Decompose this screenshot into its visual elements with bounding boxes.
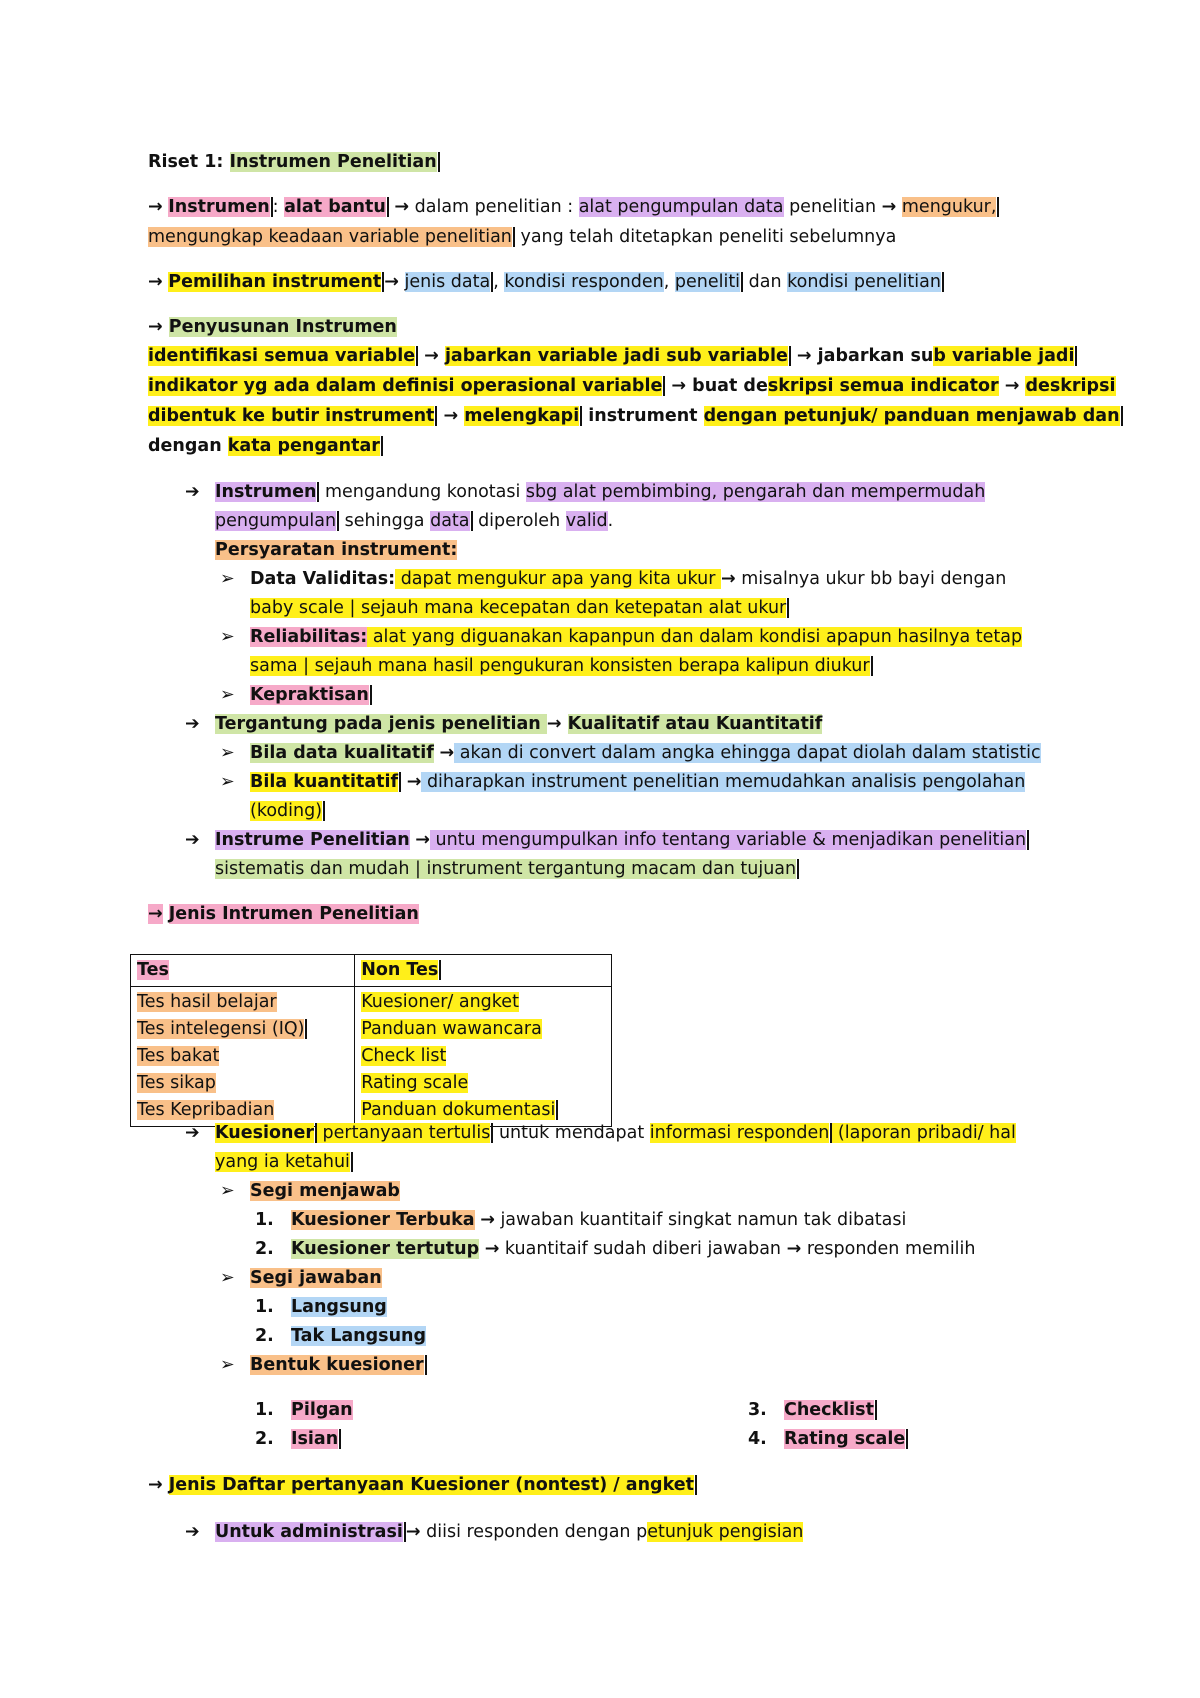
table-cell: Rating scale — [361, 1073, 469, 1093]
table-cell: Check list — [361, 1046, 447, 1066]
heading-jenis-daftar: → Jenis Daftar pertanyaan Kuesioner (nontest) / angket — [148, 1473, 697, 1497]
bila-kuantitatif-1: ➢ Bila kuantitatif → diharapkan instrument penelitian memudahkan analisis pengolahan — [220, 772, 1026, 792]
persyaratan-heading: Persyaratan instrument: — [215, 540, 458, 560]
kepraktisan: ➢ Kepraktisan — [220, 683, 372, 707]
bullet-kuesioner-2: yang ia ketahui — [215, 1150, 353, 1174]
bentuk-kuesioner: ➢ Bentuk kuesioner — [220, 1353, 427, 1377]
table-cell: Tes sikap — [137, 1073, 216, 1093]
data-validitas-2: baby scale | sejauh mana kecepatan dan ketepatan alat ukur — [250, 596, 789, 620]
kuesioner-tertutup: 2. Kuesioner tertutup → kuantitaif sudah diberi jawaban → responden memilih — [255, 1239, 976, 1259]
table-cell: Tes Kepribadian — [137, 1100, 275, 1120]
bullet-tergantung: ➔ Tergantung pada jenis penelitian → Kualitatif atau Kuantitatif — [185, 714, 823, 734]
bentuk-checklist: 3. Checklist — [748, 1398, 877, 1422]
segi-menjawab: ➢ Segi menjawab — [220, 1181, 400, 1201]
bullet-instrumen-1: ➔ Instrumen mengandung konotasi sbg alat pembimbing, pengarah dan mempermudah — [185, 482, 986, 502]
table-cell: Panduan dokumentasi — [361, 1100, 556, 1120]
heading-jenis-instrumen: → Jenis Intrumen Penelitian — [148, 904, 419, 924]
page-title: Riset 1: Instrumen Penelitian — [148, 150, 440, 174]
reliabilitas-2: sama | sejauh mana hasil pengukuran konsisten berapa kalipun diukur — [250, 654, 873, 678]
paragraph-instrumen-2: mengungkap keadaan variable penelitian yang telah ditetapkan peneliti sebelumnya — [148, 227, 897, 247]
jenis-instrumen-table — [130, 954, 612, 1127]
reliabilitas-1: ➢ Reliabilitas: alat yang diguanakan kapanpun dan dalam kondisi apapun hasilnya tetap — [220, 627, 1023, 647]
table-cell: Tes hasil belajar — [137, 992, 277, 1012]
segi-jawaban-tak-langsung: 2. Tak Langsung — [255, 1326, 427, 1346]
penyusunan-line-2: indikator yg ada dalam definisi operasional variable → buat deskripsi semua indicator → deskripsi — [148, 376, 1116, 396]
table-cell: Tes intelegensi (IQ) — [137, 1019, 305, 1039]
bullet-instrume-penelitian: ➔ Instrume Penelitian → untu mengumpulkan info tentang variable & menjadikan penelitian — [185, 828, 1029, 852]
bentuk-pilgan: 1. Pilgan — [255, 1400, 353, 1420]
paragraph-pemilihan: → Pemilihan instrument → jenis data , kondisi responden, peneliti dan kondisi penelitian — [148, 270, 944, 294]
segi-jawaban-langsung: 1. Langsung — [255, 1297, 387, 1317]
kuesioner-terbuka: 1. Kuesioner Terbuka → jawaban kuantitaif singkat namun tak dibatasi — [255, 1210, 907, 1230]
bullet-instrume-penelitian-2: sistematis dan mudah | instrument tergantung macam dan tujuan — [215, 857, 799, 881]
bila-kuantitatif-2: (koding) — [250, 799, 325, 823]
bentuk-isian: 2. Isian — [255, 1427, 341, 1451]
penyusunan-line-1: identifikasi semua variable → jabarkan variable jadi sub variable → jabarkan sub variable jadi — [148, 344, 1077, 368]
heading-penyusunan: → Penyusunan Instrumen — [148, 317, 397, 337]
segi-jawaban: ➢ Segi jawaban — [220, 1268, 382, 1288]
table-cell: Panduan wawancara — [361, 1019, 542, 1039]
table-header-non-tes: Non Tes — [361, 960, 439, 980]
title-main: Instrumen Penelitian — [229, 152, 437, 172]
bullet-instrumen-2: pengumpulan sehingga data diperoleh valid. — [215, 511, 614, 531]
table-header-tes: Tes — [137, 960, 169, 980]
data-validitas-1: ➢ Data Validitas: dapat mengukur apa yang kita ukur → misalnya ukur bb bayi dengan — [220, 569, 1007, 589]
paragraph-instrumen-1: → Instrumen : alat bantu → dalam penelitian : alat pengumpulan data penelitian → mengukur, — [148, 195, 999, 219]
bentuk-rating-scale: 4. Rating scale — [748, 1427, 908, 1451]
bila-kualitatif: ➢ Bila data kualitatif → akan di convert dalam angka ehingga dapat diolah dalam statistic — [220, 743, 1041, 763]
penyusunan-line-3: dibentuk ke butir instrument → melengkapi instrument dengan petunjuk/ panduan menjawab dan — [148, 404, 1123, 428]
table-row — [131, 987, 612, 1127]
bullet-kuesioner-1: ➔ Kuesioner pertanyaan tertulis untuk mendapat informasi responden (laporan pribadi/ hal — [185, 1123, 1016, 1143]
table-cell: Tes bakat — [137, 1046, 220, 1066]
penyusunan-line-4: dengan kata pengantar — [148, 434, 383, 458]
table-cell: Kuesioner/ angket — [361, 992, 519, 1012]
table-header-row — [131, 955, 612, 987]
untuk-administrasi: ➔ Untuk administrasi → diisi responden dengan petunjuk pengisian — [185, 1522, 804, 1542]
